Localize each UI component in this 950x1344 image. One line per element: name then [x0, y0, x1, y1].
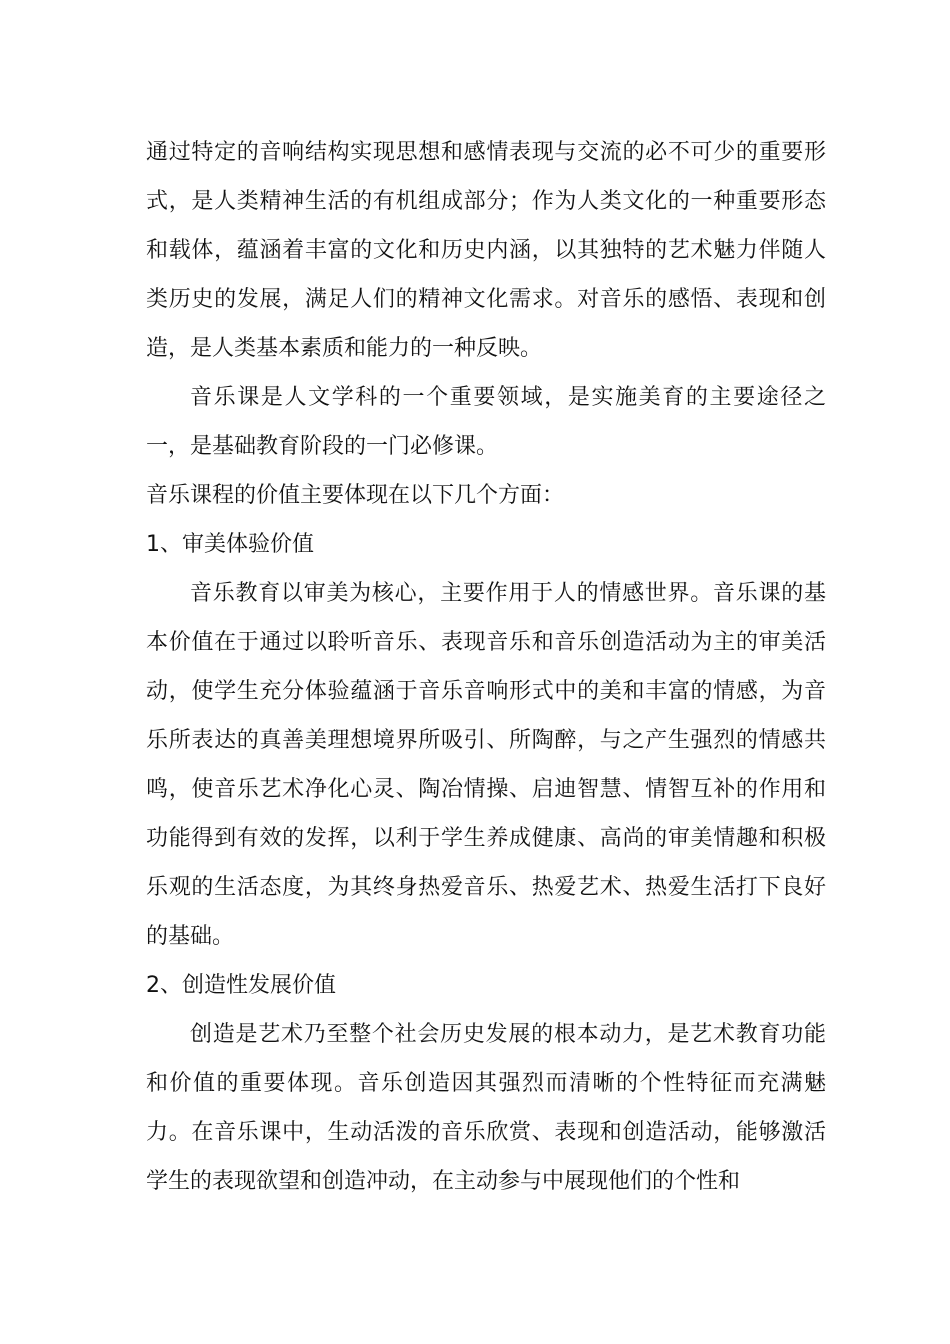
paragraph-aesthetic: 音乐教育以审美为核心，主要作用于人的情感世界。音乐课的基本价值在于通过以聆听音乐、表现音乐和音乐创造活动为主的审美活动，使学生充分体验蕴涵于音乐音响形式中的美和丰富的情感，为音乐所表达的真善美理想境界所吸引、所陶醉，与之产生强烈的情感共鸣，使音乐艺术净化心灵、陶冶情操、启迪智慧、情智互补的作用和功能得到有效的发挥，以利于学生养成健康、高尚的审美情趣和积极乐观的生活态度，为其终身热爱音乐、热爱艺术、热爱生活打下良好的基础。	[146, 581, 826, 949]
section-heading-creative: 2、创造性发展价值	[146, 973, 336, 998]
section-heading-aesthetic: 1、审美体验价值	[146, 532, 314, 557]
paragraph-value-intro: 音乐课程的价值主要体现在以下几个方面：	[146, 483, 565, 508]
paragraph-intro: 通过特定的音响结构实现思想和感情表现与交流的必不可少的重要形式，是人类精神生活的有机组成部分；作为人类文化的一种重要形态和载体，蕴涵着丰富的文化和历史内涵，以其独特的艺术魅力伴随人类历史的发展，满足人们的精神文化需求。对音乐的感悟、表现和创造，是人类基本素质和能力的一种反映。	[146, 140, 826, 361]
paragraph-creative: 创造是艺术乃至整个社会历史发展的根本动力，是艺术教育功能和价值的重要体现。音乐创造因其强烈而清晰的个性特征而充满魅力。在音乐课中，生动活泼的音乐欣赏、表现和创造活动，能够激活学生的表现欲望和创造冲动，在主动参与中展现他们的个性和	[146, 1022, 826, 1194]
paragraph-music-course: 音乐课是人文学科的一个重要领域，是实施美育的主要途径之一，是基础教育阶段的一门必修课。	[146, 385, 826, 459]
document-body	[146, 128, 826, 1206]
